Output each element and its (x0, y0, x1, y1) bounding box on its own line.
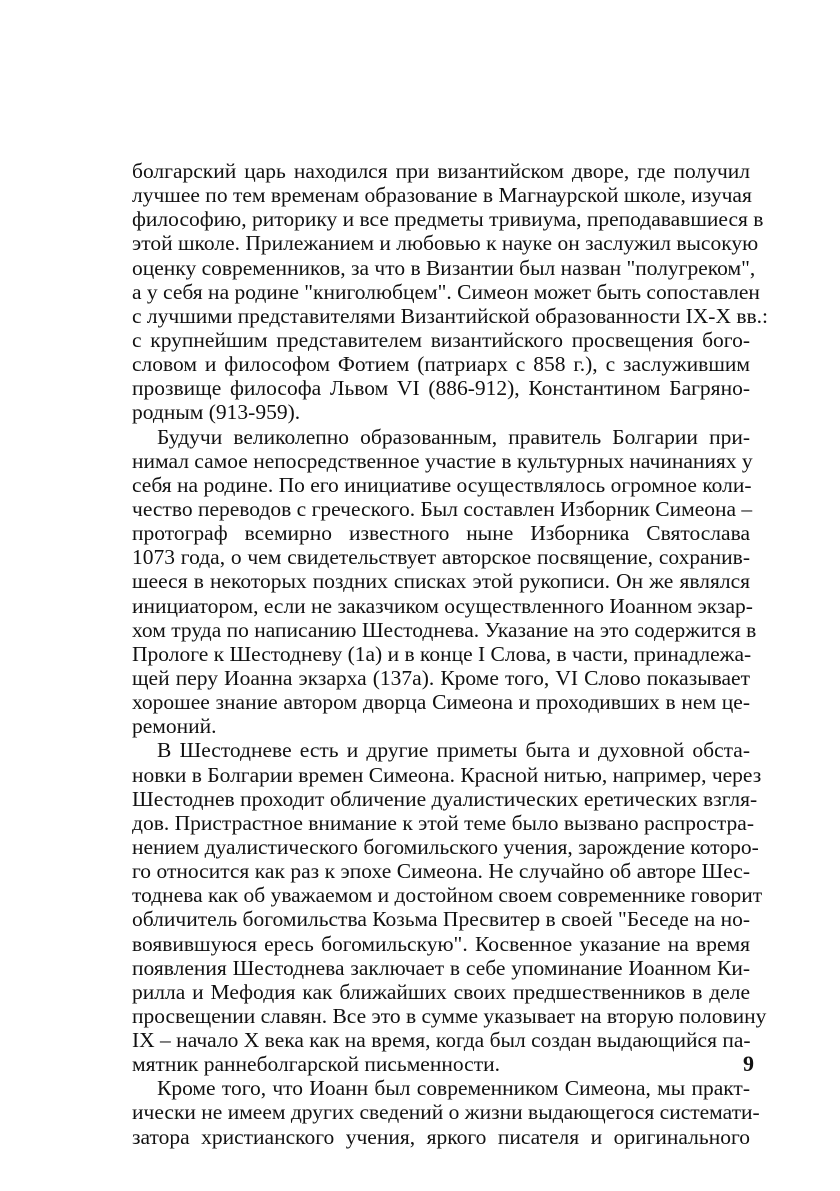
page-number: 9 (743, 1051, 754, 1076)
text-line: философию, риторику и все предметы тривиума, преподававшиеся в (132, 207, 764, 232)
text-line: этой школе. Прилежанием и любовью к науке он заслужил высокую (132, 231, 759, 256)
text-line: Кроме того, что Иоанн был современником Симеона, мы практ- (157, 1076, 750, 1101)
text-line: шееся в некоторых поздних списках этой рукописи. Он же являлся (132, 569, 750, 594)
text-line: щей перу Иоанна экзарха (137а). Кроме того, VI Слово показывает (132, 665, 750, 690)
paragraph-1 (132, 159, 769, 425)
body-text (132, 159, 769, 1149)
text-line: воявившуюся ересь богомильскую". Косвенное указание на время (132, 931, 750, 956)
text-line: ремоний. (132, 714, 217, 739)
text-line: рилла и Мефодия как ближайших своих предшественников в деле (132, 979, 750, 1004)
text-line: просвещении славян. Все это в сумме указывает на вторую половину (132, 1003, 767, 1028)
text-line: хорошее знание автором дворца Симеона и проходивших в нем це- (132, 690, 750, 715)
text-line: лучшее по тем временам образование в Магнаурской школе, изучая (132, 183, 752, 208)
paragraph-2 (132, 424, 757, 739)
text-line: чество переводов с греческого. Был составлен Изборник Симеона – (132, 496, 753, 521)
text-line: прозвище философа Львом VI (886-912), Константином Багряно- (132, 376, 750, 401)
text-line: ически не имеем других сведений о жизни выдающегося системати- (132, 1100, 760, 1125)
text-line: новки в Болгарии времен Симеона. Красной нитью, например, через (132, 762, 762, 787)
paragraph-4 (132, 1076, 760, 1149)
text-line: обличитель богомильства Козьма Пресвитер в своей "Беседе на но- (132, 907, 751, 932)
text-line: го относится как раз к эпохе Симеона. Не случайно об авторе Шес- (132, 859, 750, 884)
text-line: с крупнейшим представителем византийского просвещения бого- (132, 327, 750, 352)
text-line: родным (913-959). (132, 400, 301, 425)
text-line: 1073 года, о чем свидетельствует авторское посвящение, сохранив- (132, 545, 750, 570)
text-line: тоднева как об уважаемом и достойном своем современнике говорит (132, 883, 763, 908)
text-line: а у себя на родине "книголюбцем". Симеон может быть сопоставлен (132, 279, 760, 304)
text-line: нимал самое непосредственное участие в культурных начинаниях у (132, 448, 753, 473)
text-line: нением дуалистического богомильского учения, зарождение которо- (132, 834, 759, 859)
text-line: мятник раннеболгарской письменности. (132, 1052, 500, 1077)
text-line: дов. Пристрастное внимание к этой теме было вызвано распростра- (132, 810, 754, 835)
text-line: В Шестодневе есть и другие приметы быта и духовной обста- (157, 738, 750, 763)
text-line: Прологе к Шестодневу (1а) и в конце I Слова, в части, принадлежа- (132, 641, 752, 666)
paragraph-3 (132, 738, 767, 1077)
text-line: хом труда по написанию Шестоднева. Указание на это содержится в (132, 617, 757, 642)
text-line: с лучшими представителями Византийской образованности IX-X вв.: (132, 303, 769, 328)
text-line: словом и философом Фотием (патриарх с 858 г.), с заслужившим (132, 352, 750, 377)
text-line: IX – начало X века как на время, когда был создан выдающийся па- (132, 1028, 751, 1053)
text-line: болгарский царь находился при византийском дворе, где получил (132, 159, 750, 183)
text-line: себя на родине. По его инициативе осуществлялось огромное коли- (132, 472, 752, 497)
text-line: затора христианского учения, яркого писателя и оригинального (132, 1124, 750, 1149)
text-line: протограф всемирно известного ныне Изборника Святослава (132, 521, 750, 546)
text-line: Шестоднев проходит обличение дуалистических еретических взгля- (132, 786, 758, 811)
text-line: Будучи великолепно образованным, правитель Болгарии при- (157, 424, 750, 449)
text-line: оценку современников, за что в Византии был назван "полугреком", (132, 255, 756, 280)
text-line: появления Шестоднева заключает в себе упоминание Иоанном Ки- (132, 955, 750, 980)
text-line: инициатором, если не заказчиком осуществленного Иоанном экзар- (132, 593, 753, 618)
